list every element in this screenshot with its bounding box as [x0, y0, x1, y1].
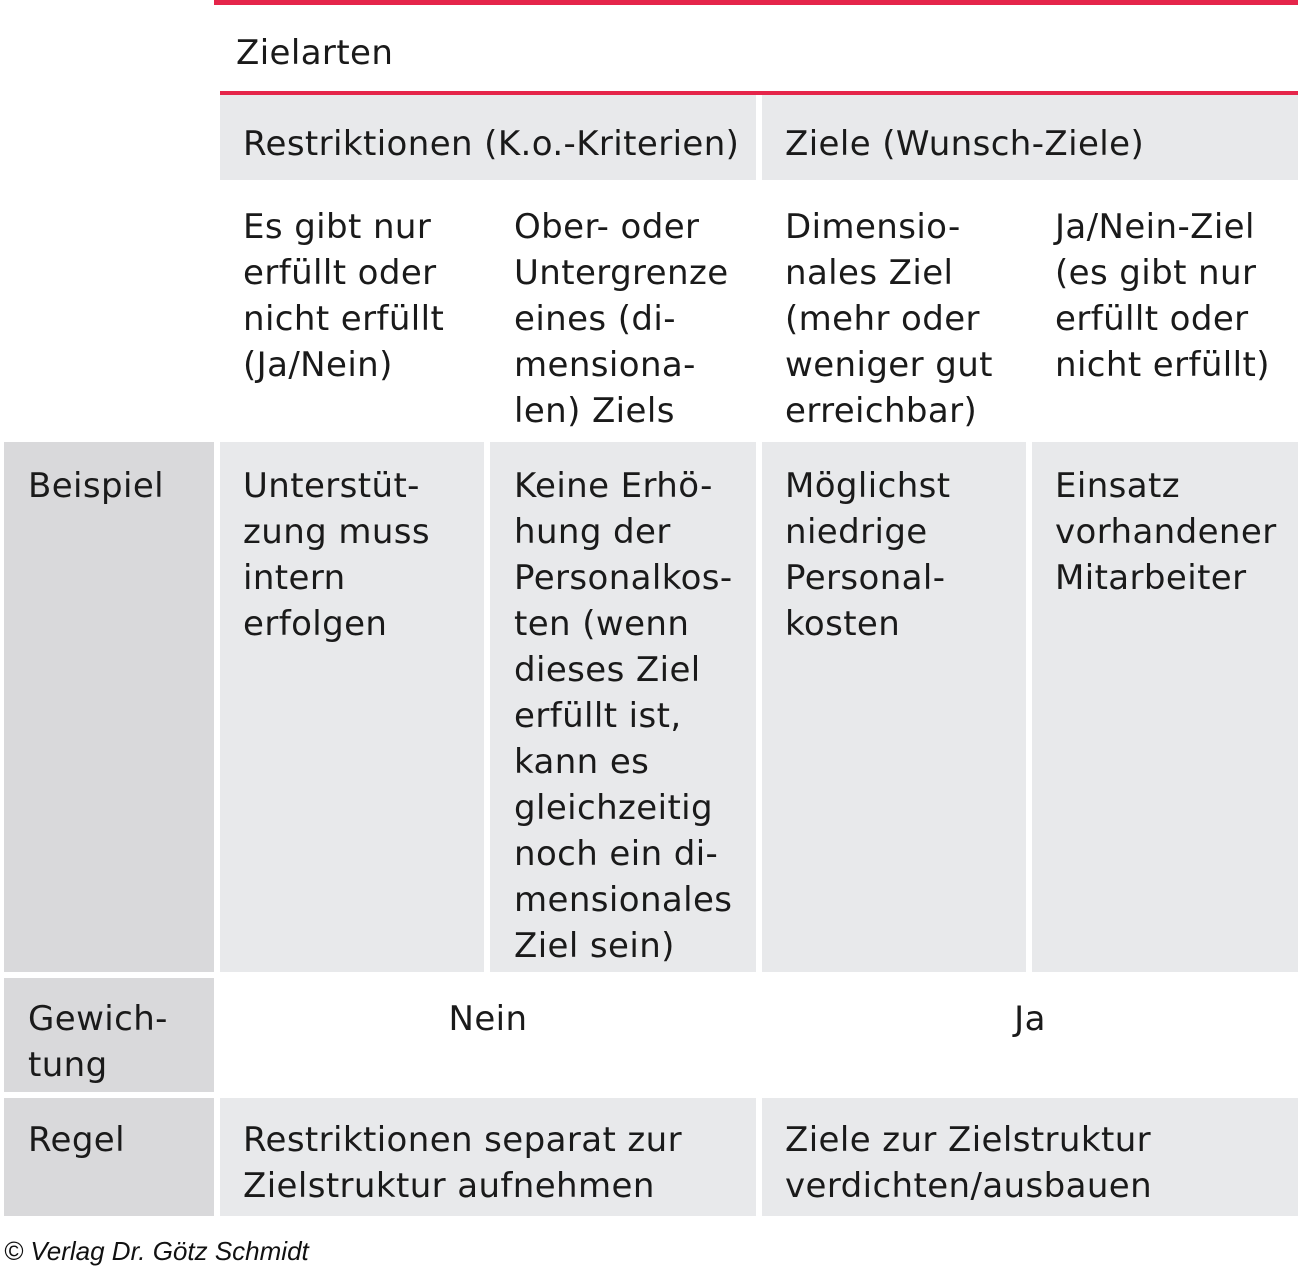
- row-label-beispiel: Beispiel: [28, 466, 164, 506]
- copyright-notice: © Verlag Dr. Götz Schmidt: [4, 1236, 309, 1266]
- regel-restriktionen: Restriktionen separat zur Zielstruktur aufnehmen: [243, 1120, 682, 1206]
- row-label-regel: Regel: [28, 1120, 125, 1160]
- subheader-ober-untergrenze: Ober- oder Untergrenze eines (di- mensiona- len) Ziels: [514, 207, 729, 431]
- gewichtung-restriktionen: Nein: [448, 999, 528, 1039]
- beispiel-text-2: Keine Erhö- hung der Personalkos- ten (wenn dieses Ziel erfüllt ist, kann es gleichzeitig noch ein di- mensionales Ziel sein): [514, 466, 733, 966]
- beispiel-text-3: Möglichst niedrige Personal- kosten: [785, 466, 951, 644]
- beispiel-text-4: Einsatz vorhandener Mitarbeiter: [1055, 466, 1277, 598]
- table-title: Zielarten: [236, 33, 394, 73]
- gewichtung-ziele: Ja: [1014, 999, 1046, 1039]
- subheader-janein-ziel: Ja/Nein-Ziel (es gibt nur erfüllt oder nicht erfüllt): [1055, 207, 1270, 385]
- row-label-gewichtung: Gewich- tung: [28, 999, 168, 1085]
- top-red-rule: [214, 0, 1298, 5]
- row-label-beispiel-cell: [4, 442, 214, 972]
- subheader-janein-restriktion: Es gibt nur erfüllt oder nicht erfüllt (Ja/Nein): [243, 207, 445, 385]
- subheader-dimensionales-ziel: Dimensio- nales Ziel (mehr oder weniger gut erreichbar): [785, 207, 993, 431]
- regel-ziele: Ziele zur Zielstruktur verdichten/ausbauen: [785, 1120, 1153, 1206]
- header-restriktionen: Restriktionen (K.o.-Kriterien): [243, 124, 740, 164]
- beispiel-text-1: Unterstüt- zung muss intern erfolgen: [243, 466, 431, 644]
- header-ziele: Ziele (Wunsch-Ziele): [785, 124, 1145, 164]
